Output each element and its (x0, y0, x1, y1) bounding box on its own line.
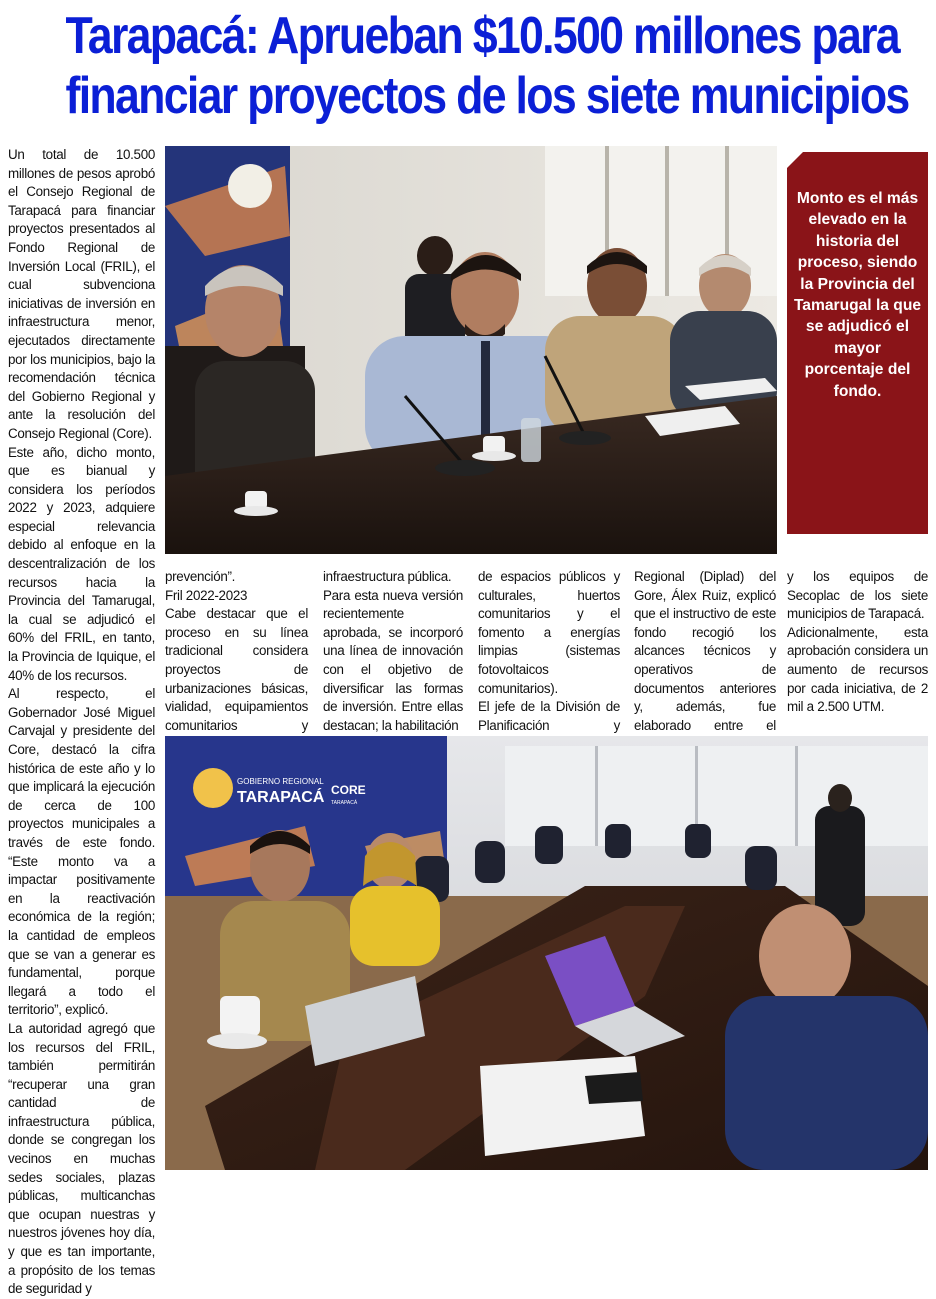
paragraph: Regional (Diplad) del Gore, Álex Ruiz, explicó que el instructivo de este fondo recogió los alcances técnicos y operativos de documentos anteriores y, además, fue elaborado entre el (634, 569, 776, 733)
paragraph: Un total de 10.500 millones de pesos aprobó el Consejo Regional de Tarapacá para financiar proyectos presentados al Fondo Regional de Inversión Local (FRIL), el cual subvenciona iniciativas de inversión en infraestructura menor, ejecutados directamente por los municipios, bajo la recomendación técnica del Gobierno Regional y ante la resolución del Consejo Regional (Core). (8, 147, 155, 441)
paragraph: Al respecto, el Gobernador José Miguel Carvajal y presidente del Core, destacó la cifra histórica de este año y lo que implicará la ejecución de cerca de 100 proyectos municipales a través de este fondo. “Este monto va a impactar positivamente en la reactivación económica de la región; la cantidad de empleos que se van a generar es fundamental, porque llegará a todo el territorio”, explicó. (8, 686, 155, 1018)
banner-logo-line1: GOBIERNO REGIONAL (237, 777, 324, 786)
paragraph: y los equipos de Secoplac de los siete municipios de Tarapacá. (787, 569, 928, 622)
paragraph: prevención”. (165, 569, 236, 584)
banner-logo-line2: TARAPACÁ (237, 789, 325, 806)
paragraph: Cabe destacar que el proceso en su línea tradicional considera proyectos de urbanizaciones básicas, vialidad, equipamientos comunitarios y (165, 606, 308, 733)
paragraph: de espacios públicos y culturales, huertos comunitarios y el fomento a energías limpias (sistemas fotovoltaicos comunitarios). (478, 569, 620, 696)
paragraph: infraestructura pública. (323, 569, 452, 584)
article-column-5 (634, 568, 776, 754)
headline-line-2: financiar proyectos de los siete municipios (65, 67, 909, 125)
paragraph: Este año, dicho monto, que es bianual y considera los períodos 2022 y 2023, adquiere especial relevancia debido al enfoque en la descentralización de los recursos hacia la Provincia del Tamarugal, la cual se adjudicó el 60% del FRIL, en tanto, la Provincia de Iquique, el 40% de los recursos. (8, 444, 155, 683)
banner-core-line1: CORE (331, 783, 366, 797)
paragraph: Para esta nueva versión recientemente aprobada, se incorporó una línea de innovación con el objetivo de diversificar las formas de inversión. Entre ellas destacan; la habilitación (323, 587, 463, 733)
council-session-illustration (165, 736, 928, 1170)
pull-quote-text: Monto es el más elevado en la historia del proceso, siendo la Provincia del Tamarugal la que se adjudicó el mayor porcentaje del fondo. (793, 190, 922, 400)
subheading: Fril 2022-2023 (165, 587, 248, 603)
article-column-2 (165, 568, 308, 754)
headline-line-1: Tarapacá: Aprueban $10.500 millones para (65, 7, 899, 65)
paragraph: El jefe de la División de Planificación y (478, 699, 620, 733)
pull-quote-box (787, 152, 928, 534)
pull-quote-corner (787, 152, 803, 168)
article-column-6 (787, 568, 928, 717)
article-column-1 (8, 146, 155, 1299)
article-column-4 (478, 568, 620, 754)
headline (65, 6, 909, 126)
council-photo-illustration (165, 146, 777, 554)
paragraph: La autoridad agregó que los recursos del FRIL, también permitirán “recuperar una gran cantidad de infraestructura pública, donde se congregan los vecinos en muchas sedes sociales, plazas públicas, multicanchas que ocupan nuestras y nuestros jóvenes hoy día, y que es tan importante, a propósito de los temas de seguridad y (8, 1020, 155, 1297)
banner-core-line2: TARAPACÁ (331, 800, 358, 806)
council-meeting-photo-top (165, 146, 777, 554)
paragraph: Adicionalmente, esta aprobación considera un aumento de recursos por cada iniciativa, de 2 mil a 2.500 UTM. (787, 624, 928, 715)
article-column-3 (323, 568, 463, 735)
council-session-photo-bottom (165, 736, 928, 1170)
